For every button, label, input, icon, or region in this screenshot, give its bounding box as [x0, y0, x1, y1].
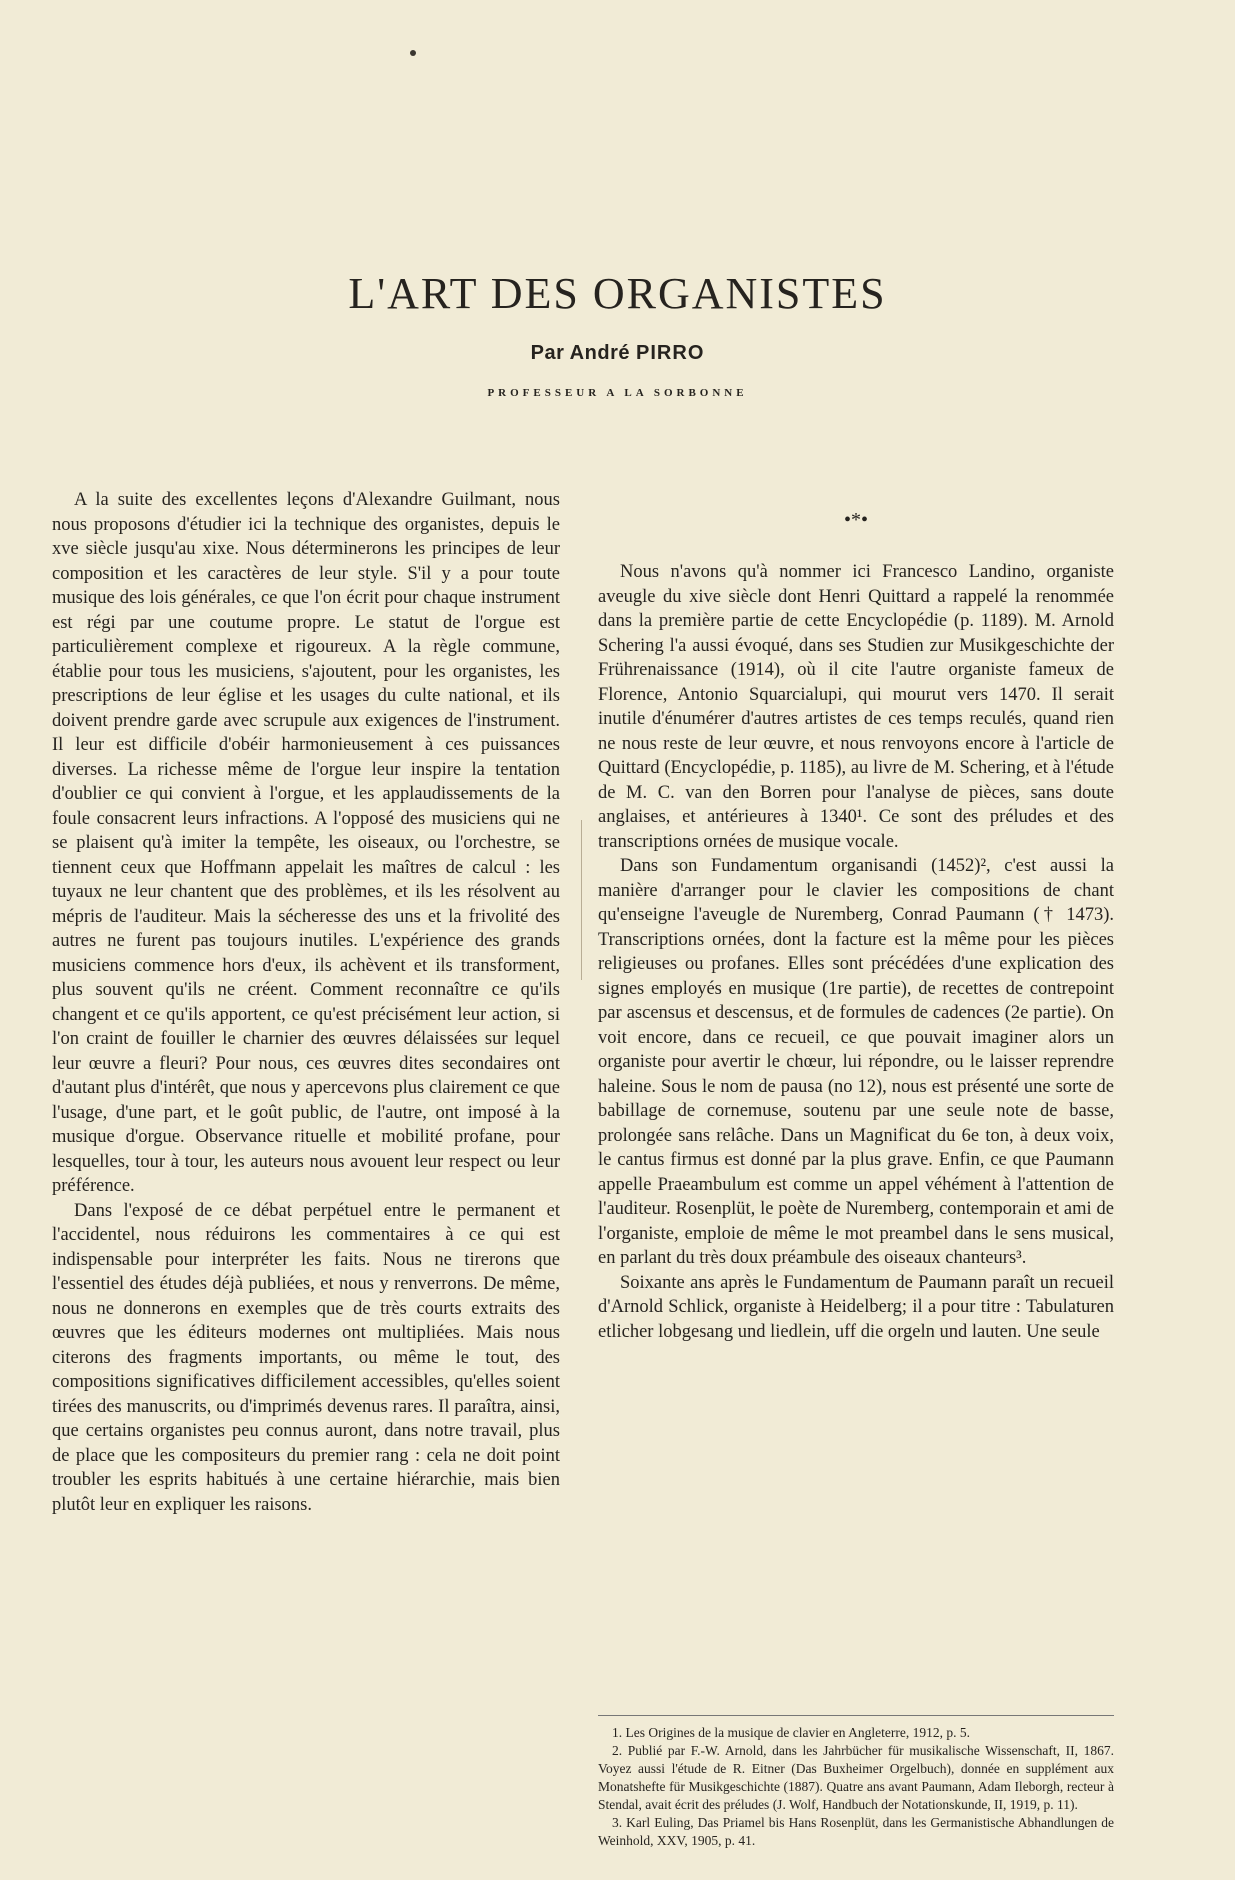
footnote: 1. Les Origines de la musique de clavier en Angleterre, 1912, p. 5.: [612, 1725, 971, 1740]
paragraph: Nous n'avons qu'à nommer ici Francesco Landino, organiste aveugle du xive siècle dont Henri Quittard a rappelé la renommée dans la première partie de cette Encyclopédie (p. 1189). M. Arnold Schering l'a aussi évoqué, dans ses Studien zur Musikgeschichte der Frührenaissance (1914), où il cite l'autre organiste fameux de Florence, Antonio Squarcialupi, qui mourut vers 1470. Il serait inutile d'énumérer d'autres artistes de ces temps reculés, quand rien ne nous reste de leur œuvre, et nous renvoyons encore à l'article de Quittard (Encyclopédie, p. 1185), au livre de M. Schering, et à l'étude de M. C. van den Borren pour l'analyse de pièces, sans doute anglaises, et antérieures à 1340¹. Ce sont des préludes et des transcriptions ornées de musique vocale.: [598, 562, 1114, 852]
footnote: 2. Publié par F.-W. Arnold, dans les Jahrbücher für musikalische Wissenschaft, II, 1867. Voyez aussi l'étude de R. Eitner (Das Buxheimer Orgelbuch), donnée en supplément aux Monatshefte für Musikgeschichte (1887). Quatre ans avant Paumann, Adam Ileborgh, recteur à Stendal, avait écrit des préludes (J. Wolf, Handbuch der Notationskunde, II, 1919, p. 11).: [598, 1743, 1114, 1812]
column-divider: [581, 820, 582, 980]
section-separator: •*•: [843, 509, 868, 531]
footnote: 3. Karl Euling, Das Priamel bis Hans Rosenplüt, dans les Germanistische Abhandlungen de Weinhold, XXV, 1905, p. 41.: [598, 1815, 1114, 1848]
article-title: L'ART DES ORGANISTES: [348, 269, 887, 318]
paragraph: Dans l'exposé de ce débat perpétuel entre le permanent et l'accidentel, nous réduirons les commentaires à ce qui est indispensable pour interpréter les faits. Nous ne tirerons que l'essentiel des études déjà publiées, et nous y renverrons. De même, nous ne donnerons en exemples que de très courts extraits des œuvres que les éditeurs modernes ont multipliées. Mais nous citerons des fragments importants, ou même le tout, des compositions significatives difficilement accessibles, qu'elles soient tirées des manuscrits, ou d'imprimés devenus rares. Il paraîtra, ainsi, que certains organistes peu connus auront, dans notre travail, plus de place que les compositeurs du premier rang : cela ne doit point troubler les esprits habitués à une certaine hiérarchie, mais bien plutôt leur en expliquer les raisons.: [52, 1200, 560, 1515]
author-line: [0, 342, 1235, 365]
paragraph: A la suite des excellentes leçons d'Alexandre Guilmant, nous nous proposons d'étudier ici la technique des organistes, depuis le xve siècle jusqu'au xixe. Nous déterminerons les principes de leur composition et les caractères de leur style. S'il y a pour toute musique des lois générales, ce que l'on écrit pour chaque instrument est régi par une coutume propre. Le statut de l'orgue est particulièrement complexe et rigoureux. A la règle commune, établie pour tous les musiciens, s'ajoutent, pour les organistes, les prescriptions de leur église et les usages du culte national, et ils doivent prendre garde avec scrupule aux exigences de l'instrument. Il leur est difficile d'obéir harmonieusement à ces puissances diverses. La richesse même de l'orgue leur inspire la tentation d'oublier ce qui convient à l'orgue, et les applaudissements de la foule consacrent leurs infractions. A l'opposé des musiciens qui ne se plaisent qu'à imiter la tempête, les oiseaux, ou l'orchestre, se tiennent ceux que Hoffmann appelait les maîtres de calcul : les tuyaux ne leur chantent que des problèmes, et ils les résolvent au mépris de l'auditeur. Mais la sécheresse des uns et la frivolité des autres ne furent pas toujours inutiles. L'expérience des grands musiciens commence hors d'eux, ils achèvent et ils transforment, plus souvent qu'ils ne créent. Comment reconnaître ce qu'ils changent et ce qu'ils apportent, ce qu'est précisément leur action, si l'on craint de fouiller le charnier des œuvres délaissées sur lequel leur œuvre a fleuri? Pour nous, ces œuvres dites secondaires ont d'autant plus d'intérêt, que nous y apercevons plus clairement ce que l'usage, d'une part, et le goût public, de l'autre, ont imposé à la musique d'orgue. Observance rituelle et mobilité profane, pour lesquelles, tour à tour, les auteurs nous avouent leur respect ou leur préférence.: [52, 490, 560, 1196]
author-surname: PIRRO: [636, 342, 705, 364]
paragraph: Soixante ans après le Fundamentum de Paumann paraît un recueil d'Arnold Schlick, organiste à Heidelberg; il a pour titre : Tabulaturen etlicher lobgesang und liedlein, uff die orgeln und lauten. Une seule: [598, 1272, 1114, 1342]
ink-dot: [410, 50, 416, 56]
left-column: [52, 488, 560, 1517]
footnotes: [598, 1715, 1114, 1850]
right-column: [598, 500, 1114, 1344]
author-prefix: Par André: [530, 342, 630, 364]
paragraph: Dans son Fundamentum organisandi (1452)², c'est aussi la manière d'arranger pour le clavier les compositions de chant qu'enseigne l'aveugle de Nuremberg, Conrad Paumann († 1473). Transcriptions ornées, dont la facture est la même pour les pièces religieuses ou profanes. Elles sont précédées d'une explication des signes employés en musique (1re partie), de recettes de contrepoint par ascensus et descensus, et de formules de cadences (2e partie). On voit encore, dans ce recueil, ce que pouvait imaginer alors un organiste pour avertir le chœur, lui répondre, ou le laisser reprendre haleine. Sous le nom de pausa (no 12), nous est présenté une sorte de babillage de cornemuse, soutenu par une seule note de basse, prolongée sans relâche. Dans un Magnificat du 6e ton, à deux voix, le cantus firmus est donné par la plus grave. Enfin, ce que Paumann appelle Praeambulum est comme un appel véhément à l'attention de l'auditeur. Rosenplüt, le poète de Nuremberg, contemporain et ami de l'organiste, emploie de même le mot preambel dans le sens musical, en parlant du très doux préambule des oiseaux chanteurs³.: [598, 856, 1114, 1268]
author-affiliation: PROFESSEUR A LA SORBONNE: [487, 387, 748, 399]
